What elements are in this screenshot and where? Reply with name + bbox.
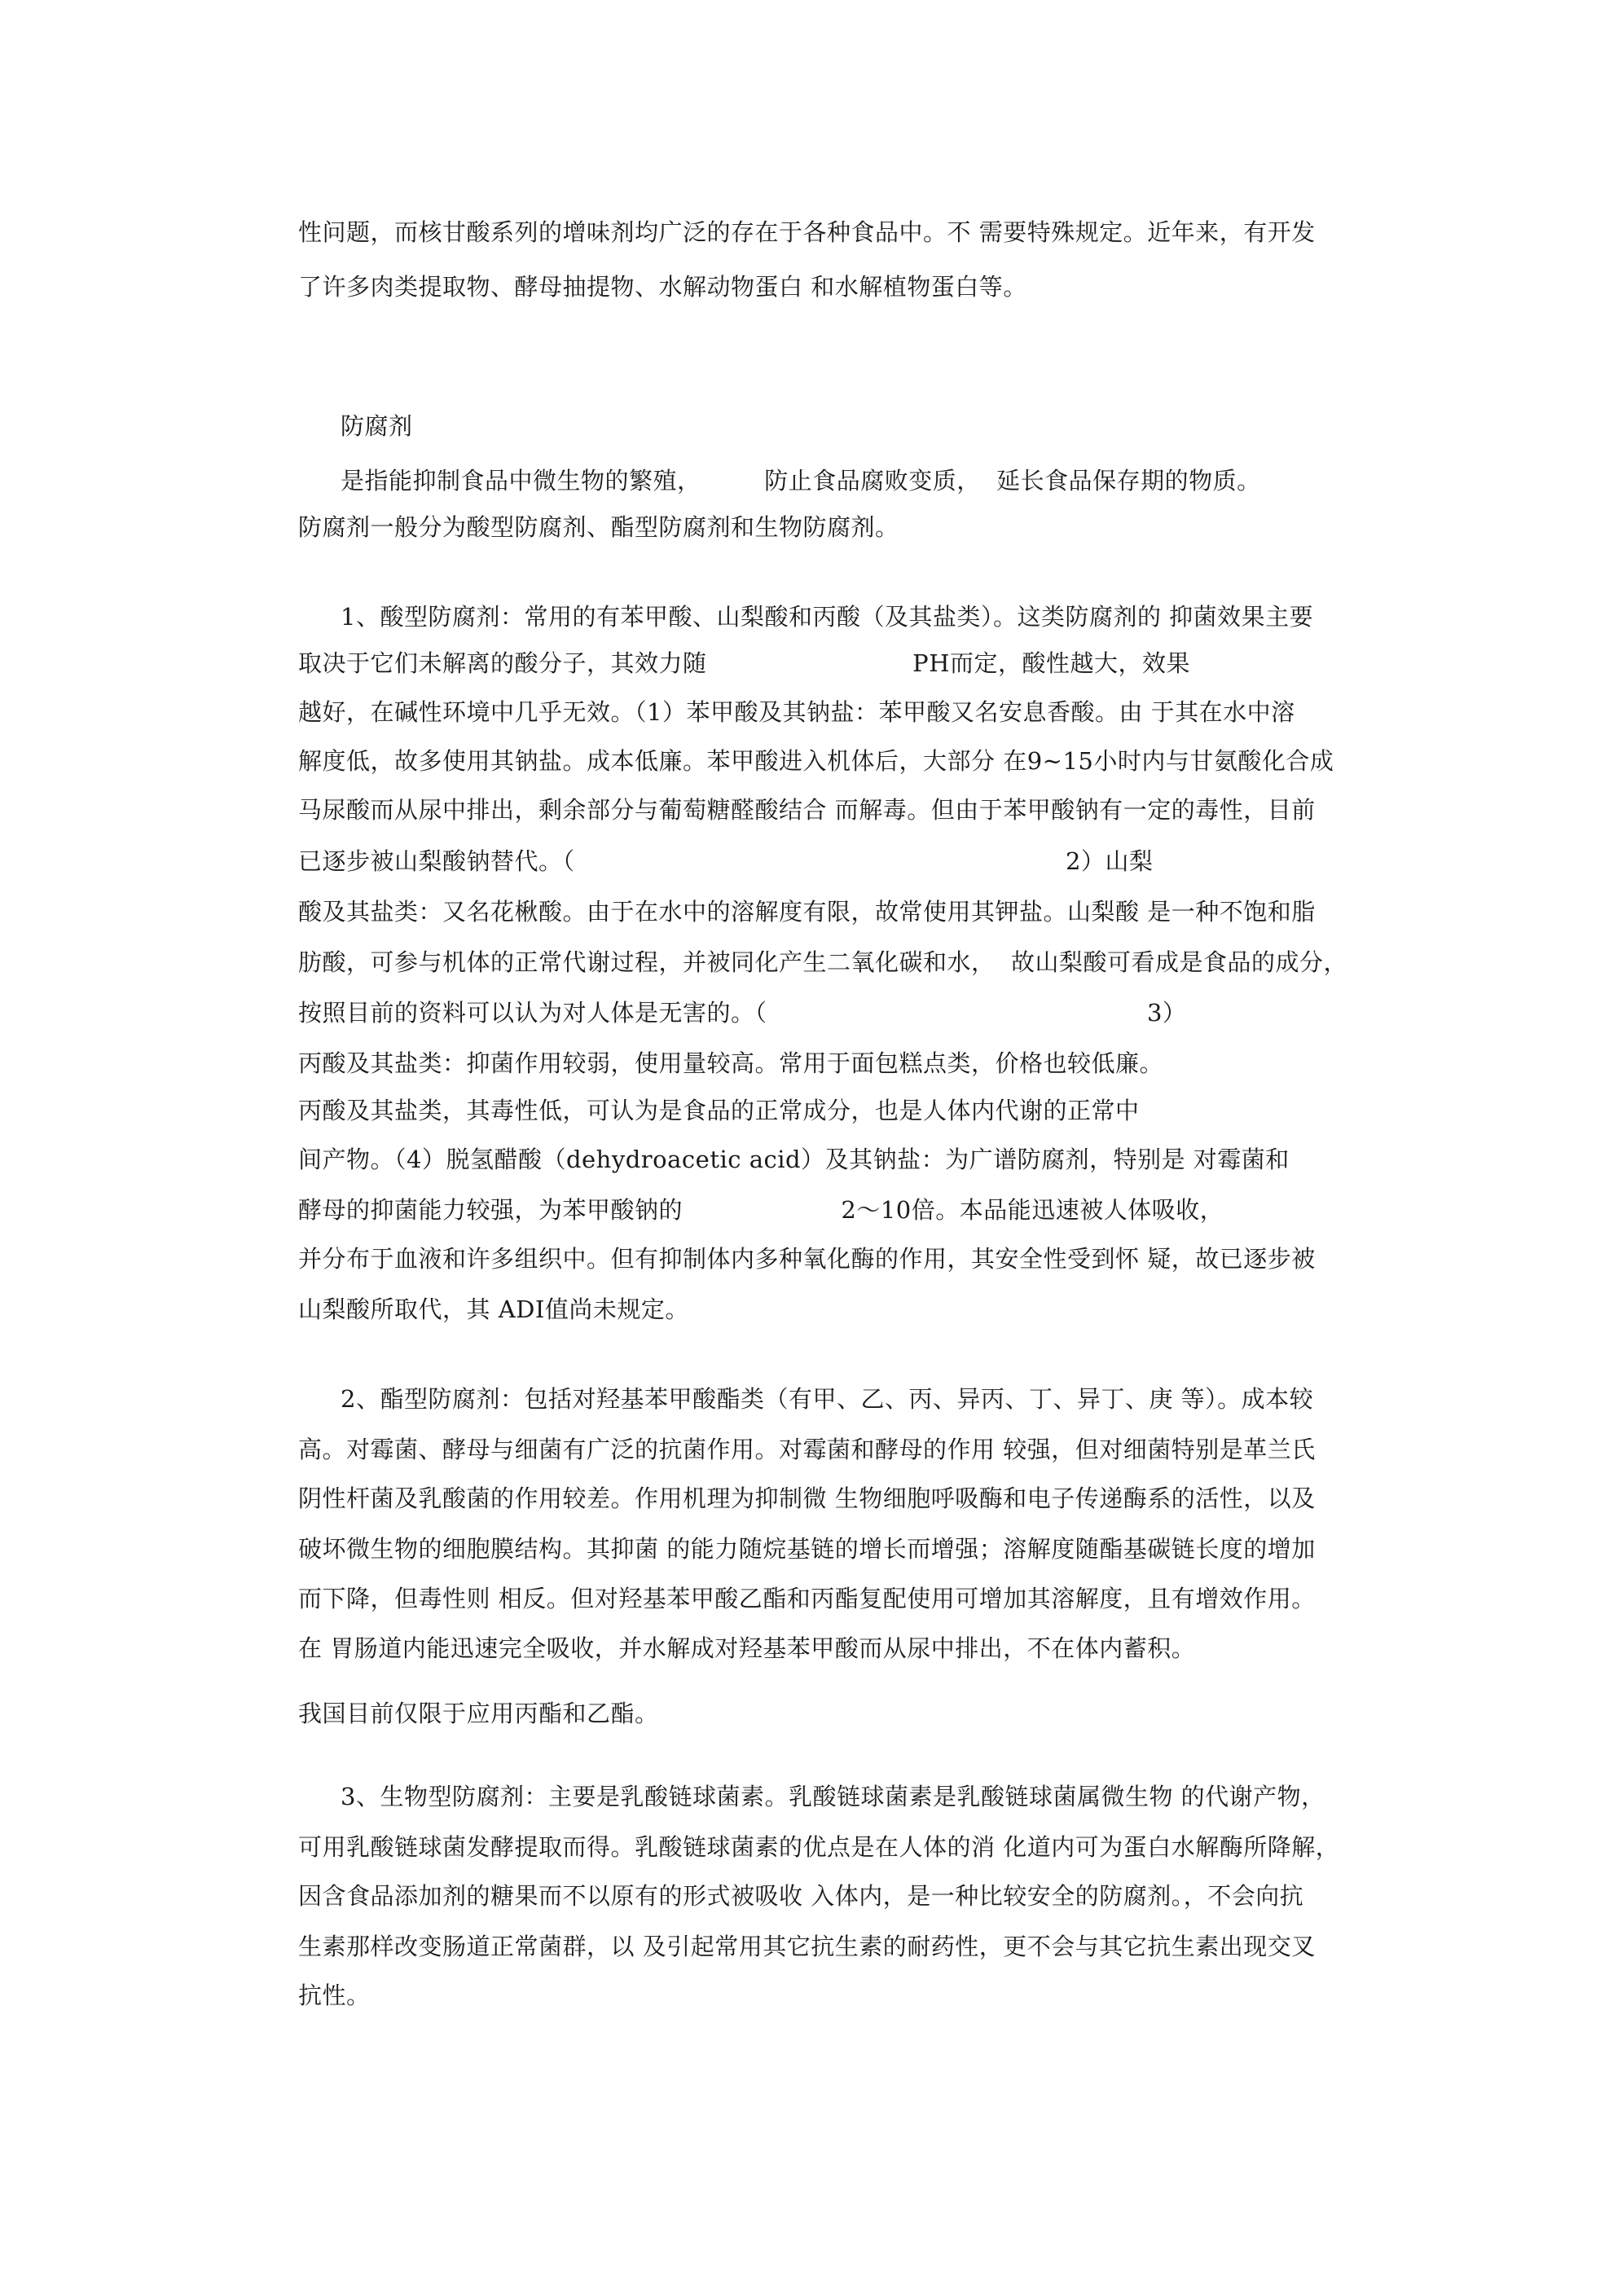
text-line: 肪酸，可参与机体的正常代谢过程，并被同化产生二氧化碳和水， 故山梨酸可看成是食品的成分， [298, 948, 1347, 976]
text-line: 丙酸及其盐类，其毒性低，可认为是食品的正常成分，也是人体内代谢的正常中 [298, 1097, 1140, 1124]
text-line: 我国目前仅限于应用丙酯和乙酯。 [298, 1700, 659, 1727]
text-line: 酸及其盐类：又名花楸酸。由于在水中的溶解度有限，故常使用其钾盐。山梨酸 是一种不饱和脂 [298, 898, 1316, 926]
text-line: 3、生物型防腐剂：主要是乳酸链球菌素。乳酸链球菌素是乳酸链球菌属微生物 的代谢产物， [341, 1783, 1325, 1810]
text-line: 生素那样改变肠道正常菌群，以 及引起常用其它抗生素的耐药性，更不会与其它抗生素出现交叉 [298, 1933, 1316, 1960]
text-line: 阴性杆菌及乳酸菌的作用较差。作用机理为抑制微 生物细胞呼吸酶和电子传递酶系的活性，以及 [298, 1484, 1316, 1512]
text-line: 按照目前的资料可以认为对人体是无害的。（ 3） [298, 999, 1187, 1027]
text-line: 而下降，但毒性则 相反。但对羟基苯甲酸乙酯和丙酯复配使用可增加其溶解度，且有增效作用。 [298, 1585, 1316, 1612]
text-line: 越好，在碱性环境中几乎无效。（1）苯甲酸及其钠盐：苯甲酸又名安息香酸。由 于其在水中溶 [298, 698, 1295, 726]
text-line: 并分布于血液和许多组织中。但有抑制体内多种氧化酶的作用，其安全性受到怀 疑，故已逐步被 [298, 1245, 1316, 1273]
text-line: 解度低，故多使用其钠盐。成本低廉。苯甲酸进入机体后，大部分 在9~15小时内与甘氨酸化合成 [298, 747, 1334, 775]
text-line: 山梨酸所取代，其 ADI值尚未规定。 [298, 1295, 689, 1323]
text-line: 1、酸型防腐剂：常用的有苯甲酸、山梨酸和丙酸（及其盐类）。这类防腐剂的 抑菌效果主要 [341, 603, 1314, 631]
text-line: 2、酯型防腐剂：包括对羟基苯甲酸酯类（有甲、乙、丙、异丙、丁、异丁、庚 等）。成本较 [341, 1385, 1314, 1413]
text-line: 间产物。（4）脱氢醋酸（dehydroacetic acid）及其钠盐：为广谱防腐剂，特别是 对霉菌和 [298, 1146, 1290, 1173]
text-line: 了许多肉类提取物、酵母抽提物、水解动物蛋白 和水解植物蛋白等。 [298, 273, 1027, 301]
text-line: 已逐步被山梨酸钠替代。（ 2）山梨 [298, 847, 1154, 875]
text-line: 高。对霉菌、酵母与细菌有广泛的抗菌作用。对霉菌和酵母的作用 较强，但对细菌特别是革兰氏 [298, 1436, 1316, 1463]
text-line: 马尿酸而从尿中排出，剩余部分与葡萄糖醛酸结合 而解毒。但由于苯甲酸钠有一定的毒性，目前 [298, 796, 1316, 824]
text-line: 是指能抑制食品中微生物的繁殖， 防止食品腐败变质， 延长食品保存期的物质。 [341, 467, 1261, 495]
text-line: 取决于它们未解离的酸分子，其效力随 PH而定，酸性越大，效果 [298, 649, 1190, 677]
text-line: 性问题，而核甘酸系列的增味剂均广泛的存在于各种食品中。不 需要特殊规定。近年来，有开发 [298, 218, 1316, 246]
text-line: 酵母的抑菌能力较强，为苯甲酸钠的 2～10倍。本品能迅速被人体吸收， [298, 1196, 1224, 1224]
text-line: 破坏微生物的细胞膜结构。其抑菌 的能力随烷基链的增长而增强；溶解度随酯基碳链长度的增加 [298, 1535, 1316, 1563]
text-line: 在 胃肠道内能迅速完全吸收，并水解成对羟基苯甲酸而从尿中排出，不在体内蓄积。 [298, 1634, 1196, 1662]
text-line: 可用乳酸链球菌发酵提取而得。乳酸链球菌素的优点是在人体的消 化道内可为蛋白水解酶所降解， [298, 1833, 1340, 1861]
text-line: 因含食品添加剂的糖果而不以原有的形式被吸收 入体内，是一种比较安全的防腐剂。，不会向抗 [298, 1882, 1304, 1910]
text-line: 丙酸及其盐类：抑菌作用较弱，使用量较高。常用于面包糕点类，价格也较低廉。 [298, 1049, 1164, 1077]
text-line: 抗性。 [298, 1982, 371, 2009]
text-line: 防腐剂一般分为酸型防腐剂、酯型防腐剂和生物防腐剂。 [298, 513, 899, 541]
section-heading: 防腐剂 [341, 412, 413, 440]
